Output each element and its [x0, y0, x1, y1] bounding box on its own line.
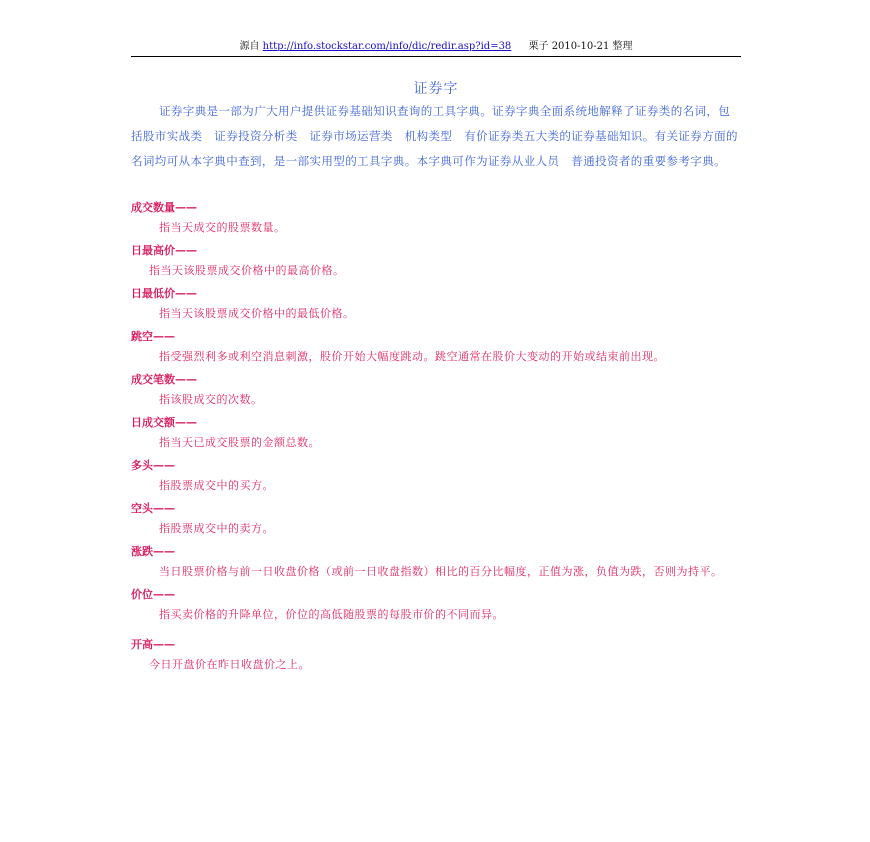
entry-term: 价位——: [131, 588, 175, 601]
header-date: 2010-10-21: [551, 41, 610, 52]
entry-definition: 指当天已成交股票的金额总数。: [159, 436, 320, 449]
header-prefix: 源自: [239, 41, 260, 52]
glossary-entry: [131, 372, 741, 412]
entry-term: 日最高价——: [131, 244, 197, 257]
header-author: 栗子: [528, 41, 549, 52]
source-link[interactable]: http://info.stockstar.com/info/dic/redir.asp?id=38: [262, 41, 512, 52]
header-suffix: 整理: [612, 41, 633, 52]
entry-definition: 今日开盘价在昨日收盘价之上。: [149, 658, 310, 671]
entry-definition: 指受强烈利多或利空消息刺激，股价开始大幅度跳动。跳空通常在股价大变动的开始或结束前出现。: [159, 350, 665, 363]
glossary-entry: [131, 329, 741, 369]
glossary-entry: [131, 501, 741, 541]
glossary-entry: [131, 544, 741, 584]
glossary-entry: [131, 637, 741, 677]
glossary-entry: [131, 415, 741, 455]
entry-definition: 指买卖价格的升降单位，价位的高低随股票的每股市价的不同而异。: [159, 608, 504, 621]
entry-definition: 指股票成交中的卖方。: [159, 522, 274, 535]
entry-definition: 指当天成交的股票数量。: [159, 221, 286, 234]
intro-paragraph: 证券字典是一部为广大用户提供证券基础知识查询的工具字典。证券字典全面系统地解释了证券类的名词，包括股市实战类 证券投资分析类 证券市场运营类 机构类型 有价证券类五大类的证券基础知识。有关证券方面的名词均可从本字典中查到，是一部实用型的工具字典。本字典可作为证券从业人员 普通投资者的重要参考字典。: [131, 104, 738, 168]
glossary-entry: [131, 200, 741, 240]
entry-term: 成交数量——: [131, 201, 197, 214]
entry-term: 成交笔数——: [131, 373, 197, 386]
page-header: [131, 40, 741, 57]
entry-term: 日最低价——: [131, 287, 197, 300]
document-title: 证券字: [413, 81, 459, 97]
glossary-entry: [131, 243, 741, 283]
entry-term: 涨跌——: [131, 545, 175, 558]
glossary-entry: [131, 286, 741, 326]
entry-definition: 当日股票价格与前一日收盘价格（或前一日收盘指数）相比的百分比幅度，正值为涨，负值为跌，否则为持平。: [159, 565, 723, 578]
glossary-entry: [131, 587, 741, 627]
entry-term: 开高——: [131, 638, 175, 651]
entry-definition: 指当天该股票成交价格中的最低价格。: [159, 307, 355, 320]
entry-definition: 指当天该股票成交价格中的最高价格。: [149, 264, 345, 277]
entry-definition: 指该股成交的次数。: [159, 393, 263, 406]
entry-term: 跳空——: [131, 330, 175, 343]
entry-term: 空头——: [131, 502, 175, 515]
glossary-entries: [131, 200, 741, 680]
glossary-entry: [131, 458, 741, 498]
entry-term: 日成交额——: [131, 416, 197, 429]
entry-term: 多头——: [131, 459, 175, 472]
entry-definition: 指股票成交中的买方。: [159, 479, 274, 492]
